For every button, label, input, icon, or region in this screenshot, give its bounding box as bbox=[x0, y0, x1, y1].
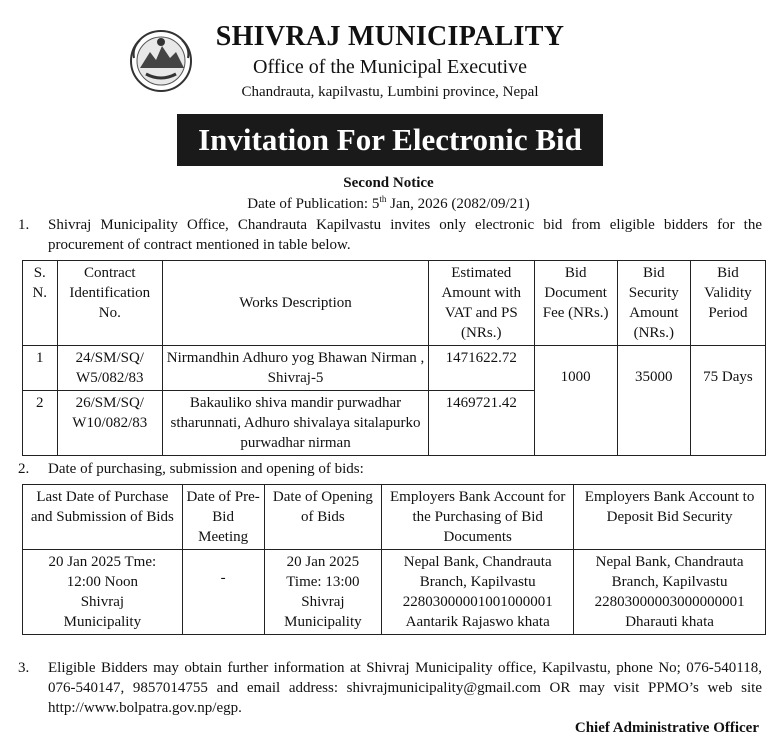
row-contract-id: 26/SM/SQ/ W10/082/83 bbox=[57, 391, 163, 456]
shared-bid-document-fee: 1000 bbox=[534, 346, 617, 456]
publication-date-suffix: Jan, 2026 (2082/09/21) bbox=[386, 196, 530, 212]
nepal-emblem-icon bbox=[128, 28, 194, 94]
publication-date bbox=[0, 194, 777, 213]
row-works-description: Bakauliko shiva mandir purwadhar stharunnati, Adhuro shivalaya sitalapurko purwadhar nirman bbox=[163, 391, 429, 456]
header-title-block bbox=[200, 20, 580, 102]
row-opening-date: 20 Jan 2025 Time: 13:00 Shivraj Municipality bbox=[264, 550, 382, 635]
table-row bbox=[23, 346, 766, 391]
header-works-description: Works Description bbox=[163, 261, 429, 346]
header-last-date: Last Date of Purchase and Submission of Bids bbox=[23, 485, 183, 550]
notice-label: Second Notice bbox=[343, 175, 434, 191]
clause-number: 2. bbox=[18, 461, 30, 477]
clause-text: Shivraj Municipality Office, Chandrauta Kapilvastu invites only electronic bid from eligible bidders for the procurement of contract mentioned in table below. bbox=[48, 217, 762, 253]
signature-title: Chief Administrative Officer bbox=[574, 720, 759, 736]
row-sn: 1 bbox=[23, 346, 58, 391]
header-deposit-account: Employers Bank Account to Deposit Bid Security bbox=[574, 485, 766, 550]
row-last-date: 20 Jan 2025 Tme: 12:00 Noon Shivraj Municipality bbox=[23, 550, 183, 635]
municipality-name: SHIVRAJ MUNICIPALITY bbox=[215, 21, 565, 52]
office-address: Chandrauta, kapilvastu, Lumbini province, Nepal bbox=[241, 84, 539, 100]
clause-number: 3. bbox=[18, 660, 30, 676]
header-contract-id: Contract Identification No. bbox=[57, 261, 163, 346]
clause-text: Date of purchasing, submission and opening of bids: bbox=[48, 461, 364, 477]
publication-date-sup: th bbox=[379, 194, 387, 204]
row-prebid-meeting: - bbox=[182, 550, 264, 635]
clause-1 bbox=[18, 215, 762, 255]
header-sn: S. N. bbox=[23, 261, 58, 346]
header-purchase-account: Employers Bank Account for the Purchasing of Bid Documents bbox=[382, 485, 574, 550]
header-bid-document-fee: Bid Document Fee (NRs.) bbox=[534, 261, 617, 346]
row-sn: 2 bbox=[23, 391, 58, 456]
page-title-banner: Invitation For Electronic Bid bbox=[177, 114, 603, 166]
header-estimated-amount: Estimated Amount with VAT and PS (NRs.) bbox=[428, 261, 534, 346]
clause-number: 1. bbox=[18, 217, 30, 233]
header-opening-date: Date of Opening of Bids bbox=[264, 485, 382, 550]
header-bid-security: Bid Security Amount (NRs.) bbox=[617, 261, 690, 346]
row-works-description: Nirmandhin Adhuro yog Bhawan Nirman , Shivraj-5 bbox=[163, 346, 429, 391]
notice-header bbox=[0, 14, 777, 104]
row-deposit-account: Nepal Bank, Chandrauta Branch, Kapilvastu 22803000003000000001 Dharauti khata bbox=[574, 550, 766, 635]
table-header-row bbox=[23, 261, 766, 346]
row-estimated-amount: 1469721.42 bbox=[428, 391, 534, 456]
shared-bid-validity: 75 Days bbox=[690, 346, 765, 456]
clause-text: Eligible Bidders may obtain further information at Shivraj Municipality office, Kapilvastu, phone No; 076-540118, 076-540147, 9857014755 and email address: shivrajmunicipality@gmail.com OR may visit PPMO’s web site http://www.bolpatra.gov.np/egp. bbox=[48, 660, 762, 716]
table-row bbox=[23, 550, 766, 635]
clause-2 bbox=[18, 459, 762, 479]
clause-3 bbox=[18, 658, 762, 718]
row-purchase-account: Nepal Bank, Chandrauta Branch, Kapilvastu 22803000001001000001 Aantarik Rajaswo khata bbox=[382, 550, 574, 635]
publication-date-prefix: Date of Publication: 5 bbox=[247, 196, 380, 212]
header-prebid-meeting: Date of Pre-Bid Meeting bbox=[182, 485, 264, 550]
office-name: Office of the Municipal Executive bbox=[253, 56, 527, 78]
row-estimated-amount: 1471622.72 bbox=[428, 346, 534, 391]
header-bid-validity: Bid Validity Period bbox=[690, 261, 765, 346]
schedule-table bbox=[22, 484, 766, 635]
table-header-row bbox=[23, 485, 766, 550]
contract-table bbox=[22, 260, 766, 456]
shared-bid-security: 35000 bbox=[617, 346, 690, 456]
row-contract-id: 24/SM/SQ/ W5/082/83 bbox=[57, 346, 163, 391]
